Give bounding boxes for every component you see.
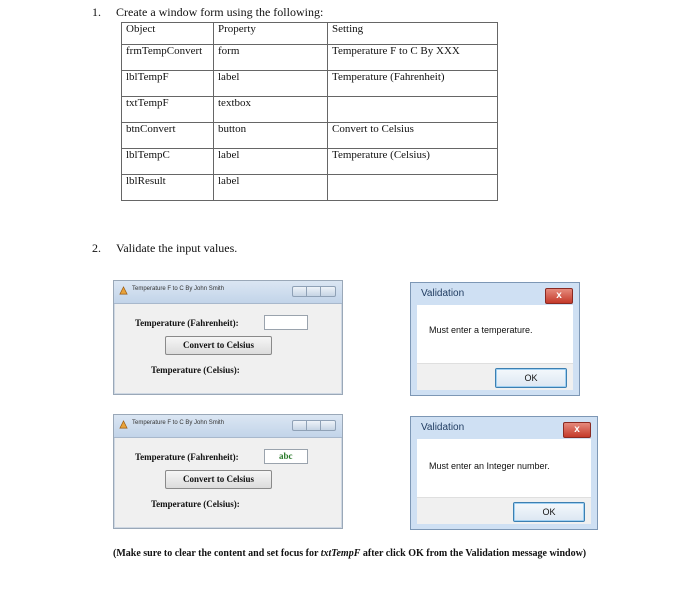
spec-table-header: [122, 23, 498, 45]
dialog-footer: [417, 497, 591, 524]
note-after: after click OK from the Validation message window): [360, 548, 587, 559]
table-row: [122, 71, 498, 97]
dialog-footer: [417, 363, 573, 390]
form-title: Temperature F to C By John Smith: [132, 286, 225, 292]
dialog-body: [417, 305, 573, 363]
step-1-number: 1.: [92, 5, 101, 19]
table-row: [122, 45, 498, 71]
label-fahrenheit: Temperature (Fahrenheit):: [135, 452, 239, 462]
table-row: [122, 175, 498, 201]
cell-object: btnConvert: [122, 123, 214, 149]
header-setting: Setting: [328, 23, 498, 45]
cell-object: lblTempC: [122, 149, 214, 175]
cell-property: label: [214, 149, 328, 175]
cell-setting: Temperature (Fahrenheit): [328, 71, 498, 97]
table-row: [122, 149, 498, 175]
cell-object: lblResult: [122, 175, 214, 201]
cell-object: lblTempF: [122, 71, 214, 97]
form-title: Temperature F to C By John Smith: [132, 420, 225, 426]
cell-property: textbox: [214, 97, 328, 123]
step-2-text: Validate the input values.: [116, 241, 238, 255]
note-emphasis: txtTempF: [320, 548, 361, 559]
cell-setting: Temperature (Celsius): [328, 149, 498, 175]
fahrenheit-input[interactable]: abc: [264, 449, 308, 464]
close-icon[interactable]: x: [563, 422, 591, 438]
dialog-title: Validation: [421, 288, 465, 299]
table-row: [122, 123, 498, 149]
cell-setting: Convert to Celsius: [328, 123, 498, 149]
spec-table: [121, 22, 498, 201]
cell-property: label: [214, 175, 328, 201]
cell-property: label: [214, 71, 328, 97]
close-icon[interactable]: x: [545, 288, 573, 304]
cell-object: txtTempF: [122, 97, 214, 123]
validation-dialog-temperature: [410, 282, 580, 396]
note-before: (Make sure to clear the content and set focus for: [113, 548, 321, 559]
window-controls[interactable]: [292, 286, 336, 297]
convert-button[interactable]: Convert to Celsius: [165, 336, 272, 355]
table-row: [122, 97, 498, 123]
window-controls[interactable]: [292, 420, 336, 431]
cell-property: button: [214, 123, 328, 149]
dialog-message: Must enter an Integer number.: [429, 461, 550, 471]
header-object: Object: [122, 23, 214, 45]
app-icon: [119, 286, 128, 295]
temperature-form-empty: [113, 280, 343, 395]
convert-button[interactable]: Convert to Celsius: [165, 470, 272, 489]
cell-setting: [328, 97, 498, 123]
temperature-form-invalid: [113, 414, 343, 529]
form-titlebar: [114, 281, 342, 304]
cell-property: form: [214, 45, 328, 71]
label-celsius: Temperature (Celsius):: [151, 499, 240, 509]
ok-button[interactable]: OK: [513, 502, 585, 522]
header-property: Property: [214, 23, 328, 45]
cell-setting: Temperature F to C By XXX: [328, 45, 498, 71]
cell-object: frmTempConvert: [122, 45, 214, 71]
dialog-title: Validation: [421, 422, 465, 433]
step-1-text: Create a window form using the following:: [116, 5, 324, 19]
step-2-number: 2.: [92, 241, 101, 255]
instruction-note: [113, 548, 586, 559]
cell-setting: [328, 175, 498, 201]
app-icon: [119, 420, 128, 429]
ok-button[interactable]: OK: [495, 368, 567, 388]
dialog-message: Must enter a temperature.: [429, 325, 533, 335]
dialog-body: [417, 439, 591, 497]
fahrenheit-input[interactable]: [264, 315, 308, 330]
label-fahrenheit: Temperature (Fahrenheit):: [135, 318, 239, 328]
label-celsius: Temperature (Celsius):: [151, 365, 240, 375]
form-titlebar: [114, 415, 342, 438]
validation-dialog-integer: [410, 416, 598, 530]
